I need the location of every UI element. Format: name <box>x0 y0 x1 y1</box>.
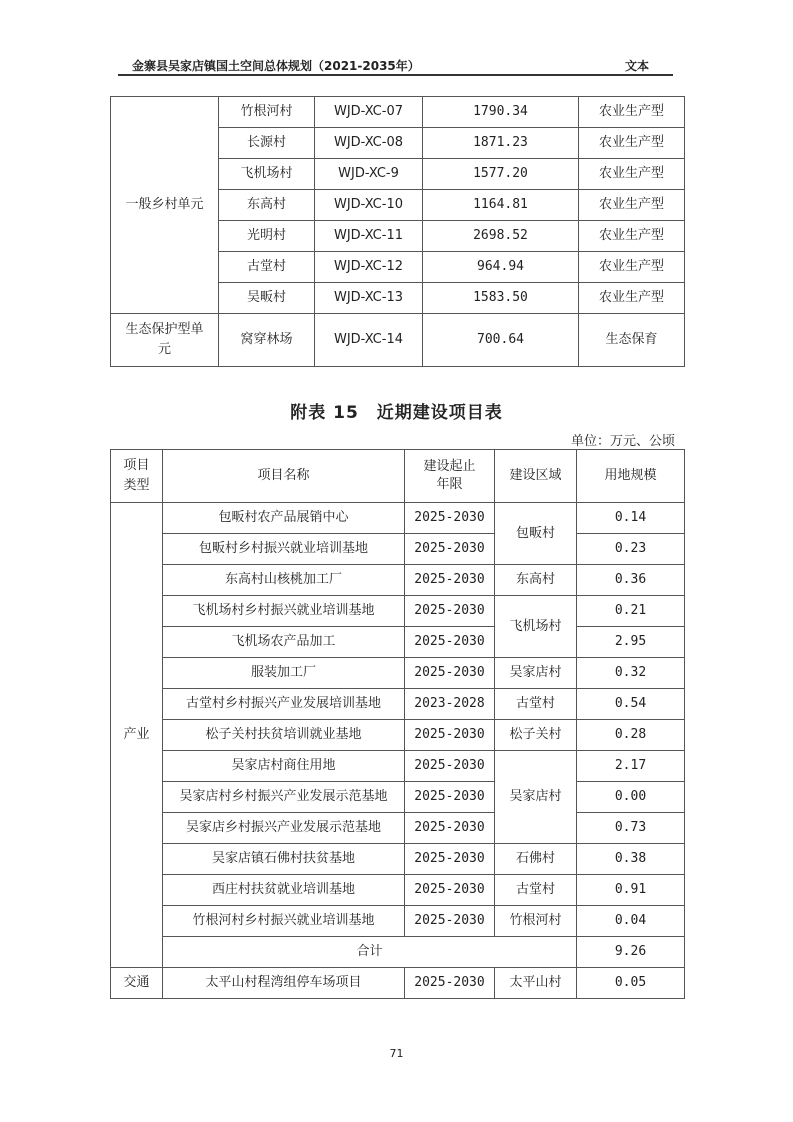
project-area: 竹根河村 <box>495 906 577 937</box>
project-name: 太平山村程湾组停车场项目 <box>163 968 405 999</box>
project-scale: 2.17 <box>577 751 685 782</box>
unit-area: 1164.81 <box>423 190 579 221</box>
unit-type: 农业生产型 <box>579 190 685 221</box>
project-name: 服装加工厂 <box>163 658 405 689</box>
village-name: 窝穿林场 <box>219 314 315 367</box>
header-period: 建设起止年限 <box>405 450 495 503</box>
village-name: 飞机场村 <box>219 159 315 190</box>
project-name: 吴家店镇石佛村扶贫基地 <box>163 844 405 875</box>
project-area: 吴家店村 <box>495 658 577 689</box>
project-scale: 0.23 <box>577 534 685 565</box>
project-period: 2025-2030 <box>405 782 495 813</box>
project-period: 2025-2030 <box>405 534 495 565</box>
project-period: 2025-2030 <box>405 906 495 937</box>
unit-area: 1577.20 <box>423 159 579 190</box>
project-area: 松子关村 <box>495 720 577 751</box>
project-name: 古堂村乡村振兴产业发展培训基地 <box>163 689 405 720</box>
unit-area: 2698.52 <box>423 221 579 252</box>
project-scale: 0.05 <box>577 968 685 999</box>
project-period: 2025-2030 <box>405 565 495 596</box>
unit-type: 农业生产型 <box>579 283 685 314</box>
village-name: 光明村 <box>219 221 315 252</box>
unit-area: 1871.23 <box>423 128 579 159</box>
project-period: 2025-2030 <box>405 658 495 689</box>
project-period: 2023-2028 <box>405 689 495 720</box>
document-header-title: 金寨县吴家店镇国土空间总体规划（2021-2035年） <box>132 59 420 73</box>
project-scale: 0.14 <box>577 503 685 534</box>
project-name: 吴家店乡村振兴产业发展示范基地 <box>163 813 405 844</box>
recent-projects-table <box>110 449 685 999</box>
project-name: 包畈村乡村振兴就业培训基地 <box>163 534 405 565</box>
project-period: 2025-2030 <box>405 751 495 782</box>
project-name: 包畈村农产品展销中心 <box>163 503 405 534</box>
unit-code: WJD-XC-10 <box>315 190 423 221</box>
unit-type: 农业生产型 <box>579 159 685 190</box>
project-name: 飞机场农产品加工 <box>163 627 405 658</box>
unit-type: 农业生产型 <box>579 221 685 252</box>
village-unit-table <box>110 96 685 367</box>
unit-code: WJD-XC-13 <box>315 283 423 314</box>
project-period: 2025-2030 <box>405 720 495 751</box>
total-value: 9.26 <box>577 937 685 968</box>
project-period: 2025-2030 <box>405 596 495 627</box>
project-name: 竹根河村乡村振兴就业培训基地 <box>163 906 405 937</box>
project-area: 太平山村 <box>495 968 577 999</box>
header-project-type: 项目类型 <box>111 450 163 503</box>
unit-code: WJD-XC-12 <box>315 252 423 283</box>
table-unit-note: 单位：万元、公顷 <box>570 434 675 449</box>
project-name: 吴家店村商住用地 <box>163 751 405 782</box>
project-period: 2025-2030 <box>405 813 495 844</box>
category-cell: 生态保护型单元 <box>111 314 219 367</box>
project-period: 2025-2030 <box>405 844 495 875</box>
project-scale: 0.21 <box>577 596 685 627</box>
table-title: 附表 15 近期建设项目表 <box>290 403 503 423</box>
project-name: 东高村山核桃加工厂 <box>163 565 405 596</box>
project-area: 东高村 <box>495 565 577 596</box>
total-label: 合计 <box>163 937 577 968</box>
project-scale: 0.38 <box>577 844 685 875</box>
unit-code: WJD-XC-08 <box>315 128 423 159</box>
village-name: 古堂村 <box>219 252 315 283</box>
header-area: 建设区域 <box>495 450 577 503</box>
unit-type: 农业生产型 <box>579 97 685 128</box>
project-period: 2025-2030 <box>405 875 495 906</box>
project-scale: 0.04 <box>577 906 685 937</box>
village-name: 竹根河村 <box>219 97 315 128</box>
unit-area: 1583.50 <box>423 283 579 314</box>
header-divider <box>118 74 673 76</box>
project-name: 松子关村扶贫培训就业基地 <box>163 720 405 751</box>
village-name: 吴畈村 <box>219 283 315 314</box>
header-scale: 用地规模 <box>577 450 685 503</box>
project-area: 飞机场村 <box>495 596 577 658</box>
project-scale: 0.00 <box>577 782 685 813</box>
category-transport: 交通 <box>111 968 163 999</box>
unit-type: 农业生产型 <box>579 252 685 283</box>
project-area: 石佛村 <box>495 844 577 875</box>
header-project-name: 项目名称 <box>163 450 405 503</box>
project-period: 2025-2030 <box>405 503 495 534</box>
project-scale: 0.36 <box>577 565 685 596</box>
project-name: 飞机场村乡村振兴就业培训基地 <box>163 596 405 627</box>
project-area: 吴家店村 <box>495 751 577 844</box>
village-name: 东高村 <box>219 190 315 221</box>
project-scale: 2.95 <box>577 627 685 658</box>
unit-code: WJD-XC-07 <box>315 97 423 128</box>
project-scale: 0.32 <box>577 658 685 689</box>
unit-code: WJD-XC-14 <box>315 314 423 367</box>
document-header-label: 文本 <box>625 59 650 73</box>
page-number: 71 <box>389 1047 404 1060</box>
unit-code: WJD-XC-11 <box>315 221 423 252</box>
project-scale: 0.28 <box>577 720 685 751</box>
project-period: 2025-2030 <box>405 627 495 658</box>
unit-code: WJD-XC-9 <box>315 159 423 190</box>
project-name: 吴家店村乡村振兴产业发展示范基地 <box>163 782 405 813</box>
unit-type: 生态保育 <box>579 314 685 367</box>
project-area: 包畈村 <box>495 503 577 565</box>
project-name: 西庄村扶贫就业培训基地 <box>163 875 405 906</box>
project-scale: 0.54 <box>577 689 685 720</box>
project-scale: 0.91 <box>577 875 685 906</box>
category-industry: 产业 <box>111 503 163 968</box>
unit-area: 700.64 <box>423 314 579 367</box>
project-area: 古堂村 <box>495 689 577 720</box>
village-name: 长源村 <box>219 128 315 159</box>
unit-type: 农业生产型 <box>579 128 685 159</box>
unit-area: 964.94 <box>423 252 579 283</box>
project-period: 2025-2030 <box>405 968 495 999</box>
unit-area: 1790.34 <box>423 97 579 128</box>
project-scale: 0.73 <box>577 813 685 844</box>
category-cell: 一般乡村单元 <box>111 97 219 314</box>
project-area: 古堂村 <box>495 875 577 906</box>
